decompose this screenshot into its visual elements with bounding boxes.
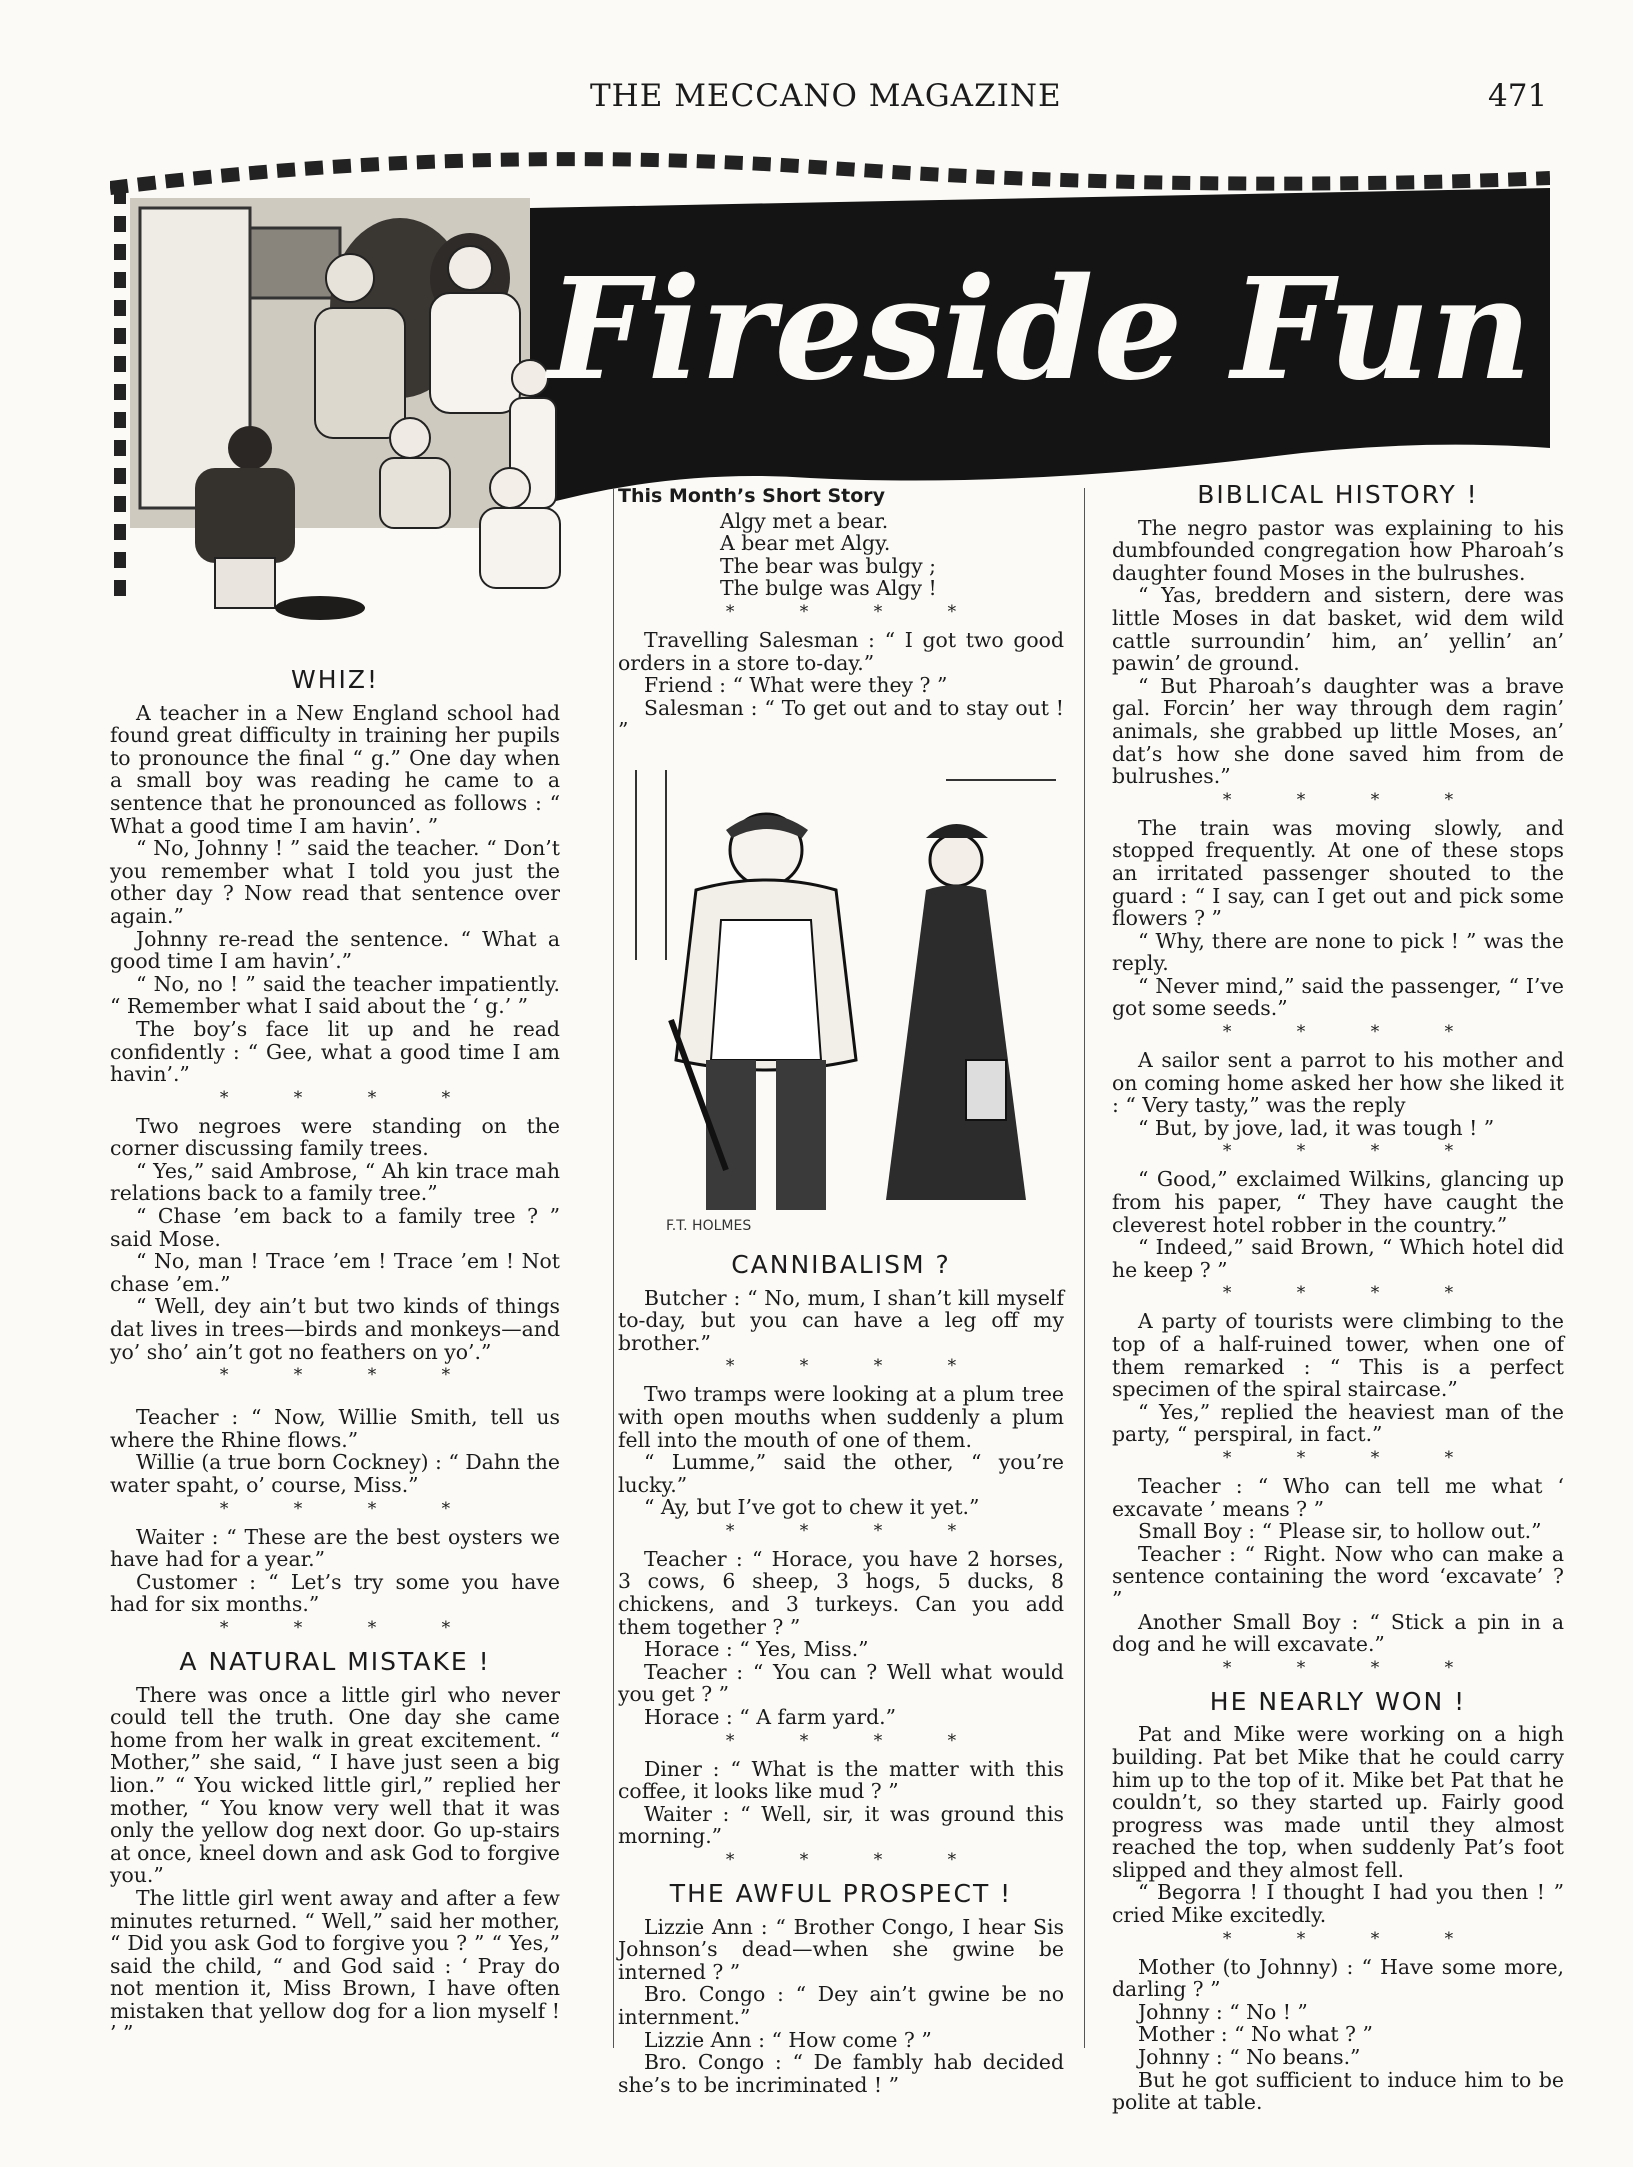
story-paragraph: Pat and Mike were working on a high building. Pat bet Mike that he could carry him up to the top of it. Mike bet Pat that he couldn’t, so they started up. Fairly good progress was made until they almost reached the top, when suddenly Pat’s foot slipped and they almost fell.	[1112, 1722, 1564, 1882]
joke-paragraph: Teacher : “ Right. Now who can make a sentence containing the word ‘excavate’ ? ”	[1112, 1541, 1564, 1611]
poem-line: The bear was bulgy ;	[720, 553, 936, 578]
joke-paragraph: Lizzie Ann : “ Brother Congo, I hear Sis Johnson’s dead—when she gwine be interned ? ”	[618, 1914, 1064, 1984]
joke-paragraph: Mother (to Johnny) : “ Have some more, darling ? ”	[1112, 1954, 1564, 2002]
joke-paragraph: Johnny : “ No ! ”	[1138, 1999, 1308, 2024]
joke-paragraph: Lizzie Ann : “ How come ? ”	[644, 2027, 932, 2052]
joke-paragraph: Mother : “ No what ? ”	[1138, 2022, 1373, 2047]
joke-paragraph: “ Chase ’em back to a family tree ? ” said Mose.	[110, 1204, 560, 1251]
whiz-paragraph: “ No, no ! ” said the teacher impatiently. “ Remember what I said about the ‘ g.’ ”	[110, 971, 560, 1019]
separator-stars: * * * *	[1222, 1283, 1484, 1304]
separator-stars: * * * *	[219, 1087, 481, 1108]
separator-stars: * * * *	[1222, 1022, 1484, 1043]
separator-stars: * * * *	[725, 601, 987, 622]
separator-stars: * * * *	[725, 1520, 987, 1541]
joke-paragraph: “ Lumme,” said the other, “ you’re lucky.”	[618, 1450, 1064, 1497]
joke-paragraph: “ Indeed,” said Brown, “ Which hotel did he keep ? ”	[1112, 1235, 1564, 1282]
joke-paragraph: Customer : “ Let’s try some you have had for six months.”	[110, 1569, 560, 1617]
separator-stars: * * * *	[219, 1498, 481, 1519]
whiz-heading: WHIZ!	[290, 665, 380, 694]
joke-paragraph: Teacher : “ Now, Willie Smith, tell us where the Rhine flows.”	[110, 1405, 560, 1452]
joke-paragraph: Travelling Salesman : “ I got two good orders in a store to-day.”	[618, 627, 1064, 675]
page-number: 471	[1488, 78, 1548, 114]
separator-stars: * * * *	[1222, 789, 1484, 810]
whiz-paragraph: “ No, Johnny ! ” said the teacher. “ Don’t you remember what I told you just the other day ? Now read that sentence over again.”	[110, 836, 560, 928]
natural-mistake-heading: A NATURAL MISTAKE !	[179, 1646, 491, 1676]
whiz-paragraph: The boy’s face lit up and he read confidently : “ Gee, what a good time I am havin’.”	[110, 1016, 560, 1087]
joke-paragraph: The train was moving slowly, and stopped frequently. At one of these stops an irritated passenger shouted to the guard : “ I say, can I get out and pick some flowers ? ”	[1112, 815, 1564, 931]
story-paragraph: “ Begorra ! I thought I had you then ! ” cried Mike excitedly.	[1112, 1880, 1564, 1928]
short-story-heading: This Month’s Short Story	[618, 485, 886, 507]
whiz-paragraph: A teacher in a New England school had found great difficulty in training her pupils to pronounce the final “ g.” One day when a small boy was reading he came to a sentence that he pronounced as follows : “ What a good time I am havin’. ”	[110, 700, 560, 838]
poem-line: Algy met a bear.	[720, 508, 889, 533]
separator-stars: * * * *	[1222, 1447, 1484, 1468]
joke-paragraph: “ But Pharoah’s daughter was a brave gal. Forcin’ her way through dem ragin’ animals, she grabbed up little Moses, an’ dat’s how she done saved him from de bulrushes.”	[1112, 673, 1564, 789]
joke-paragraph: Waiter : “ Well, sir, it was ground this morning.”	[618, 1801, 1064, 1849]
joke-paragraph: Butcher : “ No, mum, I shan’t kill myself to-day, but you can have a leg off my brother.”	[618, 1285, 1064, 1355]
joke-paragraph: A party of tourists were climbing to the top of a half-ruined tower, when one of them remarked : “ This is a perfect specimen of the spiral staircase.”	[1112, 1309, 1564, 1402]
awful-prospect-heading: THE AWFUL PROSPECT !	[669, 1879, 1013, 1908]
separator-stars: * * * *	[1222, 1657, 1484, 1678]
joke-paragraph: “ Well, dey ain’t but two kinds of things dat lives in trees—birds and monkeys—and yo’ sho’ ain’t got no feathers on yo’.”	[110, 1294, 560, 1364]
joke-paragraph: Two negroes were standing on the corner discussing family trees.	[110, 1113, 560, 1161]
whiz-paragraph: Johnny re-read the sentence. “ What a good time I am havin’.”	[110, 926, 560, 974]
joke-paragraph: But he got sufficient to induce him to be polite at table.	[1112, 2067, 1564, 2115]
joke-paragraph: A sailor sent a parrot to his mother and on coming home asked her how she liked it : “ Very tasty,” was the reply	[1112, 1048, 1564, 1118]
joke-paragraph: “ Yes,” replied the heaviest man of the party, “ perspiral, in fact.”	[1112, 1399, 1564, 1447]
he-nearly-won-heading: HE NEARLY WON !	[1209, 1686, 1467, 1716]
poem	[720, 510, 1064, 600]
joke-paragraph: Teacher : “ Who can tell me what ‘ excavate ’ means ? ”	[1112, 1473, 1564, 1521]
poem-line: A bear met Algy.	[720, 531, 891, 556]
poem-line: The bulge was Algy !	[720, 576, 937, 601]
separator-stars: * * * *	[1222, 1928, 1484, 1949]
cannibalism-heading: CANNIBALISM ?	[731, 1249, 951, 1279]
column-left	[110, 655, 560, 2045]
joke-paragraph: Horace : “ A farm yard.”	[644, 1705, 897, 1730]
joke-paragraph: Two tramps were looking at a plum tree with open mouths when suddenly a plum fell into the mouth of one of them.	[618, 1382, 1064, 1452]
joke-paragraph: Teacher : “ Horace, you have 2 horses, 3 cows, 6 sheep, 3 hogs, 5 ducks, 8 chickens, and 3 turkeys. Can you add them together ? ”	[618, 1546, 1064, 1639]
joke-paragraph: Teacher : “ You can ? Well what would you get ? ”	[618, 1659, 1064, 1707]
joke-paragraph: Horace : “ Yes, Miss.”	[644, 1637, 869, 1662]
separator-stars: * * * *	[1222, 1141, 1484, 1162]
separator-stars: * * * *	[725, 1850, 987, 1870]
joke-paragraph: Bro. Congo : “ De fambly hab decided she’s to be incriminated ! ”	[618, 2050, 1064, 2097]
joke-paragraph: Small Boy : “ Please sir, to hollow out.”	[1138, 1519, 1542, 1544]
joke-paragraph: “ Never mind,” said the passenger, “ I’ve got some seeds.”	[1112, 973, 1564, 1021]
column-middle	[618, 485, 1064, 2096]
svg-text:Fireside Fun: Fireside Fun	[548, 248, 1532, 412]
joke-paragraph: “ Yes,” said Ambrose, “ Ah kin trace mah relations back to a family tree.”	[110, 1158, 560, 1206]
joke-paragraph: Waiter : “ These are the best oysters we have had for a year.”	[110, 1524, 560, 1572]
joke-paragraph: “ Good,” exclaimed Wilkins, glancing up from his paper, “ They have caught the cleverest hotel robber in the country.”	[1112, 1167, 1564, 1237]
story-paragraph: There was once a little girl who never could tell the truth. One day she came home from her walk in great excitement. “ Mother,” she said, “ I have just seen a big lion.” “ You wicked little girl,” replied her mother, “ You know very well that it was only the yellow dog next door. Go up-stairs at once, kneel down and ask God to forgive you.”	[110, 1682, 560, 1888]
joke-paragraph: Another Small Boy : “ Stick a pin in a dog and he will excavate.”	[1112, 1609, 1564, 1657]
joke-paragraph: The negro pastor was explaining to his dumbfounded congregation how Pharoah’s daughter found Moses in the bulrushes.	[1112, 515, 1564, 585]
separator-stars: * * * *	[219, 1365, 481, 1386]
joke-paragraph: Salesman : “ To get out and to stay out ! ”	[618, 695, 1064, 743]
svg-text:F.T. HOLMES: F.T. HOLMES	[666, 1217, 752, 1234]
joke-paragraph: Friend : “ What were they ? ”	[644, 673, 948, 698]
separator-stars: * * * *	[725, 1730, 987, 1751]
joke-paragraph: Johnny : “ No beans.”	[1138, 2045, 1361, 2070]
story-paragraph: The little girl went away and after a few minutes returned. “ Well,” said her mother, “ Did you ask God to forgive you ? ” “ Yes,” said the child, “ and God said : ‘ Pray do not mention it, Miss Brown, I have often mistaken that yellow dog for a lion myself ! ’ ”	[110, 1885, 560, 2046]
joke-paragraph: “ Why, there are none to pick ! ” was the reply.	[1112, 928, 1564, 976]
joke-paragraph: Bro. Congo : “ Dey ain’t gwine be no internment.”	[618, 1982, 1064, 2029]
joke-paragraph: Willie (a true born Cockney) : “ Dahn the water spaht, o’ course, Miss.”	[110, 1450, 560, 1497]
butcher-and-lady-cartoon-icon	[626, 760, 1066, 1240]
separator-stars: * * * *	[219, 1617, 481, 1638]
column-right	[1112, 470, 1564, 2114]
biblical-history-heading: BIBLICAL HISTORY !	[1197, 480, 1479, 509]
column-rule-right	[1084, 488, 1085, 2048]
joke-paragraph: “ But, by jove, lad, it was tough ! ”	[1138, 1115, 1495, 1140]
column-rule-left	[613, 488, 614, 2048]
magazine-title: THE MECCANO MAGAZINE	[590, 78, 1062, 114]
separator-stars: * * * *	[725, 1356, 987, 1377]
joke-paragraph: “ Ay, but I’ve got to chew it yet.”	[644, 1495, 980, 1520]
joke-paragraph: “ No, man ! Trace ’em ! Trace ’em ! Not chase ’em.”	[110, 1249, 560, 1296]
page-header	[0, 78, 1633, 118]
joke-paragraph: Diner : “ What is the matter with this coffee, it looks like mud ? ”	[618, 1756, 1064, 1804]
joke-paragraph: “ Yas, breddern and sistern, dere was little Moses in dat basket, wid dem wild cattle surroundin’ him, an’ yellin’ an’ pawin’ de ground.	[1112, 583, 1564, 676]
